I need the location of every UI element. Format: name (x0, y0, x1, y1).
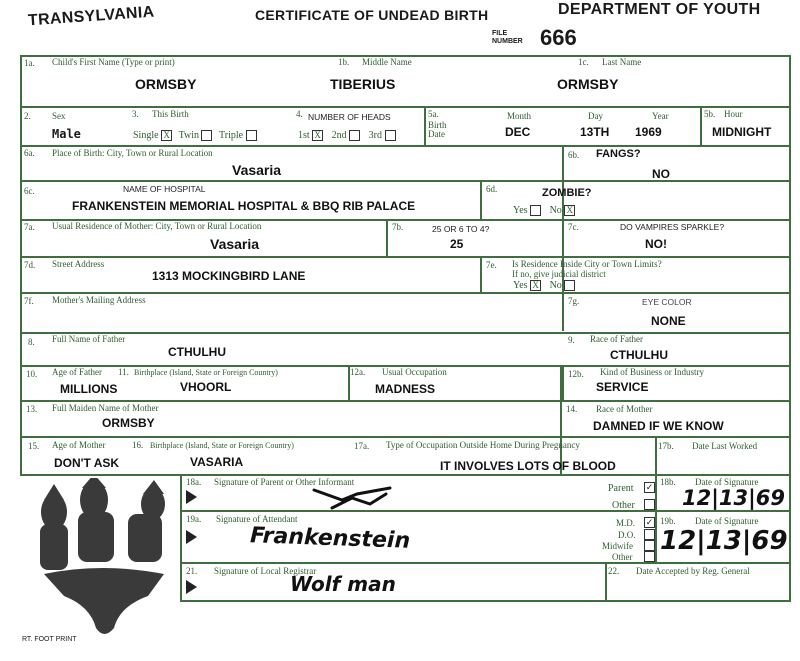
child-first-name: ORMSBY (135, 76, 197, 92)
divider (20, 180, 790, 182)
zombie-options (513, 205, 575, 216)
col-divider (562, 145, 564, 331)
field-number: 13. (26, 404, 38, 414)
zombie-no-checkbox[interactable]: X (564, 205, 575, 216)
registrar-signature[interactable]: Wolf man (290, 572, 396, 596)
field-number: 6a. (24, 148, 35, 158)
col-divider (480, 180, 482, 220)
field-number: 3. (132, 109, 139, 119)
file-number-label (492, 30, 523, 46)
field-number: 9. (568, 335, 575, 345)
divider (20, 436, 790, 438)
field-number: 1b. (338, 57, 350, 67)
col-divider (700, 106, 702, 146)
date-signature-label-2: Date of Signature (695, 516, 759, 526)
question-label: 25 OR 6 TO 4? (432, 224, 490, 234)
heads-label: NUMBER OF HEADS (308, 112, 391, 122)
field-number: 1c. (578, 57, 589, 67)
field-number: 7d. (24, 260, 36, 270)
heads-third-checkbox[interactable] (385, 130, 396, 141)
field-number: 6c. (24, 186, 35, 196)
attendant-signature-label: Signature of Attendant (216, 514, 298, 524)
inside-yes-option: Yes (513, 280, 528, 291)
father-occupation-label: Usual Occupation (382, 367, 447, 377)
residence-label: Usual Residence of Mother: City, Town or Rural Location (52, 221, 262, 231)
divider (20, 106, 790, 108)
field-number: 17a. (354, 441, 370, 451)
father-birthplace-label: Birthplace (Island, State or Foreign Country) (134, 368, 278, 377)
other2-option: Other (612, 552, 633, 562)
zombie-yes-checkbox[interactable] (530, 205, 541, 216)
mother-occupation-label: Type of Occupation Outside Home During Pregnancy (386, 440, 580, 450)
field-number: 18b. (660, 477, 676, 487)
fangs-label: FANGS? (596, 148, 641, 160)
field-number: 17b. (658, 441, 674, 451)
inside-no-option: No (549, 280, 562, 291)
sex-label: Sex (52, 111, 66, 121)
place-label: Place of Birth: City, Town or Rural Location (52, 148, 213, 158)
father-race: CTHULHU (610, 348, 668, 362)
date-signature-label: Date of Signature (695, 477, 759, 487)
field-number: 7e. (486, 260, 497, 270)
street-label: Street Address (52, 259, 105, 269)
inside-yes-checkbox[interactable]: X (530, 280, 541, 291)
midwife-option: Midwife (602, 541, 633, 551)
parent-signature-scribble (312, 482, 392, 512)
parent-signature-date: 12|13|69 (682, 486, 786, 510)
heads-first-option: 1st (298, 130, 310, 141)
file-number: 666 (540, 25, 577, 50)
mother-maiden-name: ORMSBY (102, 416, 155, 430)
eye-color-value: NONE (651, 314, 686, 328)
sex-value: Male (52, 127, 81, 141)
hospital-name: FRANKENSTEIN MEMORIAL HOSPITAL & BBQ RIB PALACE (72, 199, 416, 213)
mother-maiden-label: Full Maiden Name of Mother (52, 403, 159, 413)
single-checkbox[interactable]: X (161, 130, 172, 141)
birth-hour: MIDNIGHT (712, 125, 772, 139)
midwife-checkbox[interactable] (644, 540, 655, 551)
divider (20, 256, 790, 258)
field-number: 4. (296, 109, 303, 119)
inside-no-checkbox[interactable] (564, 280, 575, 291)
col-divider (562, 365, 564, 401)
field-number: 10. (26, 369, 38, 379)
footprint-graphic (36, 478, 176, 643)
mailing-label: Mother's Mailing Address (52, 295, 146, 305)
father-business: SERVICE (596, 380, 649, 394)
eye-color-label: EYE COLOR (642, 297, 692, 307)
parent-signature-label: Signature of Parent or Other Informant (214, 477, 355, 487)
father-birthplace: VHOORL (180, 380, 232, 394)
zombie-label: ZOMBIE? (542, 187, 592, 199)
heads-first-checkbox[interactable]: X (312, 130, 323, 141)
certificate-title: CERTIFICATE OF UNDEAD BIRTH (255, 7, 489, 23)
left-border (20, 55, 22, 475)
sign-here-arrow (186, 530, 197, 544)
field-number: 7b. (392, 222, 404, 232)
md-checkbox[interactable]: ✓ (645, 517, 654, 527)
mother-birthplace-label: Birthplace (Island, State or Foreign Country) (150, 441, 294, 450)
hour-label: Hour (724, 109, 743, 119)
sparkle-label: DO VAMPIRES SPARKLE? (620, 222, 725, 232)
triple-option: Triple (218, 130, 244, 141)
inside-city-options (513, 280, 575, 291)
divider (180, 510, 790, 512)
mother-age: DON'T ASK (54, 456, 120, 470)
inside-city-label: Is Residence Inside City or Town Limits? (512, 259, 662, 269)
field-number: 7g. (568, 296, 580, 306)
other-option: Other (612, 500, 635, 511)
fangs-value: NO (652, 167, 670, 181)
other2-checkbox[interactable] (644, 551, 655, 562)
zombie-no-option: No (549, 205, 562, 216)
file-label-line1: FILE (492, 30, 508, 37)
divider (180, 562, 790, 564)
attendant-signature-date: 12|13|69 (660, 526, 788, 556)
question-value: 25 (450, 237, 464, 251)
field-number: 8. (28, 337, 35, 347)
father-age-label: Age of Father (52, 367, 102, 377)
field-number: 19a. (186, 514, 202, 524)
mother-race: DAMNED IF WE KNOW (593, 419, 724, 433)
field-number: 11. (118, 367, 129, 377)
heads-second-option: 2nd (331, 130, 347, 141)
parent-option: Parent (608, 483, 634, 494)
judicial-district-label: If no, give judicial district (512, 269, 606, 279)
birth-year: 1969 (635, 125, 662, 139)
birth-date-label: Birth Date (428, 120, 447, 139)
first-name-label: Child's First Name (Type or print) (52, 57, 175, 67)
month-label: Month (507, 111, 532, 121)
this-birth-label: This Birth (152, 109, 189, 119)
mother-birthplace: VASARIA (190, 455, 244, 469)
col-divider (655, 474, 657, 562)
birth-place: Vasaria (232, 162, 282, 178)
other-checkbox[interactable] (644, 499, 655, 510)
residence-value: Vasaria (210, 236, 260, 252)
field-number: 19b. (660, 516, 676, 526)
heads-options (298, 130, 396, 141)
divider (20, 332, 790, 334)
do-checkbox[interactable] (644, 529, 655, 540)
street-value: 1313 MOCKINGBIRD LANE (152, 269, 306, 283)
parent-signature[interactable] (312, 482, 392, 517)
twin-checkbox[interactable] (201, 130, 212, 141)
triple-checkbox[interactable] (246, 130, 257, 141)
father-business-label: Kind of Business or Industry (600, 367, 704, 377)
accepted-date-label: Date Accepted by Reg. General (636, 566, 750, 576)
sign-here-arrow (186, 490, 197, 504)
zombie-yes-option: Yes (513, 205, 528, 216)
heads-second-checkbox[interactable] (349, 130, 360, 141)
hospital-label: NAME OF HOSPITAL (123, 184, 206, 194)
field-number: 15. (28, 441, 40, 451)
mother-race-label: Race of Mother (596, 404, 653, 414)
footprint (36, 478, 176, 648)
col-divider (424, 106, 426, 146)
field-number: 12a. (350, 367, 366, 377)
field-number: 14. (566, 404, 578, 414)
sign-here-arrow (186, 580, 197, 594)
birth-month: DEC (505, 125, 531, 139)
field-number: 18a. (186, 477, 202, 487)
single-option: Single (133, 130, 159, 141)
col-divider (480, 256, 482, 293)
field-number: 21. (186, 566, 198, 576)
child-last-name: ORMSBY (557, 76, 619, 92)
col-divider (605, 562, 607, 602)
child-middle-name: TIBERIUS (330, 76, 396, 92)
father-race-label: Race of Father (590, 334, 643, 344)
field-number: 7f. (24, 296, 34, 306)
file-label-line2: NUMBER (492, 38, 523, 45)
field-number: 6b. (568, 150, 580, 160)
father-name-label: Full Name of Father (52, 334, 126, 344)
field-number: 7a. (24, 222, 35, 232)
col-divider (386, 219, 388, 257)
md-option: M.D. (616, 518, 636, 528)
department-name: DEPARTMENT OF YOUTH (558, 1, 761, 18)
attendant-signature[interactable]: Frankenstein (249, 523, 411, 554)
field-number: 5b. (704, 109, 716, 119)
field-number: 5a. (428, 109, 439, 119)
twin-option: Twin (178, 130, 199, 141)
mother-age-label: Age of Mother (52, 440, 106, 450)
parent-checkbox[interactable]: ✓ (645, 482, 654, 492)
divider (20, 292, 790, 294)
last-name-label: Last Name (602, 57, 642, 67)
divider (20, 400, 790, 402)
field-number: 1a. (24, 58, 35, 68)
field-number: 6d. (486, 184, 498, 194)
last-worked-label: Date Last Worked (692, 441, 758, 451)
field-number: 7c. (568, 222, 579, 232)
footprint-label: RT. FOOT PRINT (22, 636, 77, 643)
divider (180, 600, 790, 602)
field-number: 2. (24, 111, 31, 121)
field-number: 22. (608, 566, 620, 576)
year-label: Year (652, 111, 669, 121)
state-name: TRANSYLVANIA (27, 3, 155, 30)
divider (20, 474, 790, 476)
field-number: 12b. (568, 369, 584, 379)
father-name: CTHULHU (168, 345, 226, 359)
registrar-signature-label: Signature of Local Registrar (214, 566, 317, 576)
sig-left-border (180, 474, 182, 602)
field-number: 16. (132, 440, 144, 450)
right-border (789, 55, 791, 602)
father-age: MILLIONS (60, 382, 118, 396)
birth-day: 13TH (580, 125, 610, 139)
divider (20, 145, 790, 147)
birth-type-options (133, 130, 257, 141)
father-occupation: MADNESS (375, 382, 436, 396)
day-label: Day (588, 111, 603, 121)
do-option: D.O. (618, 530, 636, 540)
middle-name-label: Middle Name (362, 57, 412, 67)
mother-occupation: IT INVOLVES LOTS OF BLOOD (440, 459, 616, 473)
heads-third-option: 3rd (368, 130, 383, 141)
col-divider (655, 436, 657, 474)
sparkle-value: NO! (645, 237, 667, 251)
